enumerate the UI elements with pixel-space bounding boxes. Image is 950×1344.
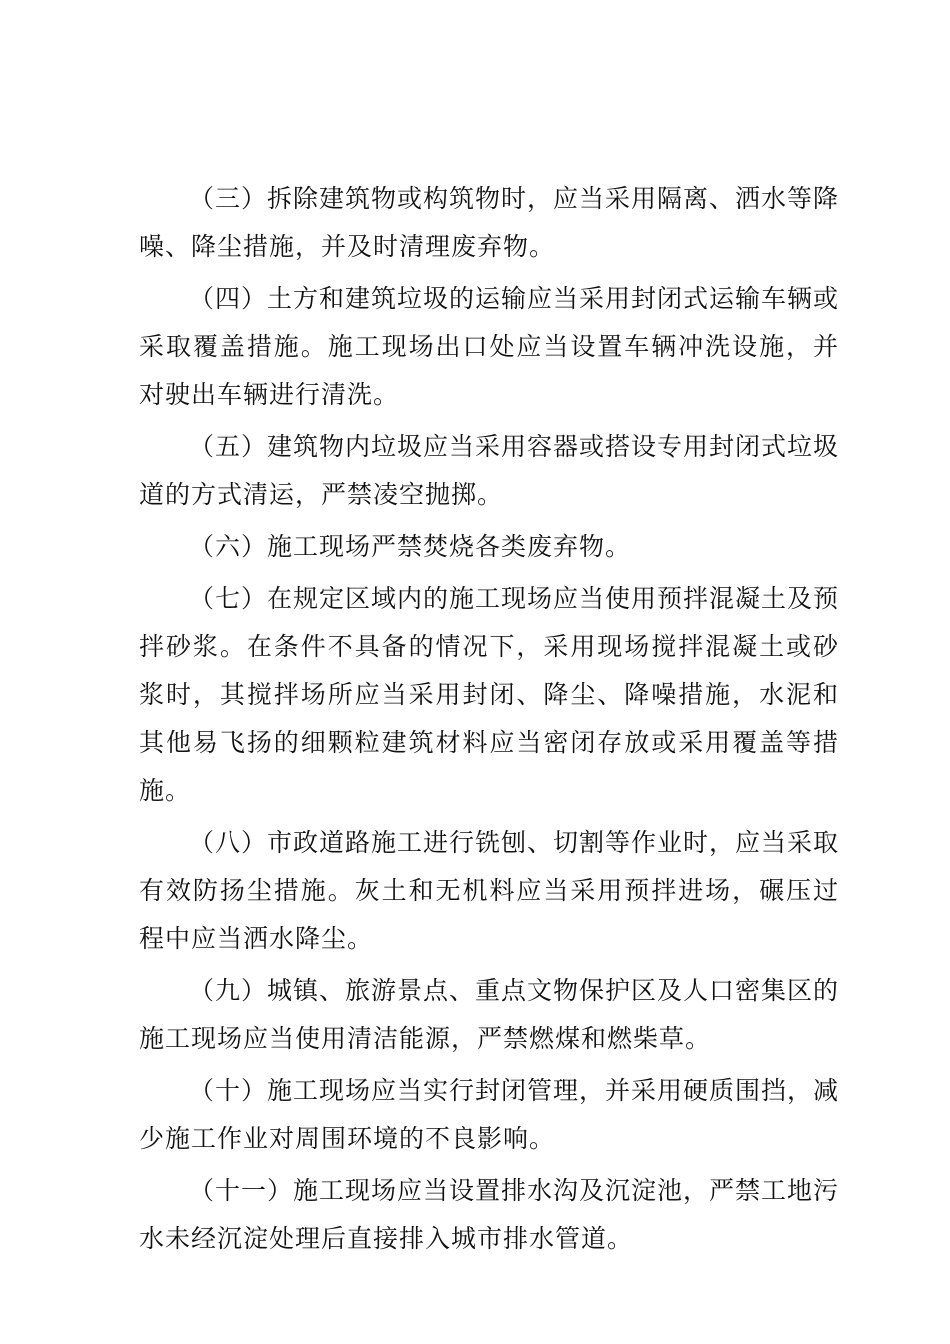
document-body (139, 175, 839, 1267)
paragraph-3: （三）拆除建筑物或构筑物时，应当采用隔离、洒水等降噪、降尘措施，并及时清理废弃物。 (139, 184, 840, 261)
paragraph-7: （七）在规定区域内的施工现场应当使用预拌混凝土及预拌砂浆。在条件不具备的情况下，采用现场搅拌混凝土或砂浆时，其搅拌场所应当采用封闭、降尘、降噪措施，水泥和其他易飞扬的细颗粒建筑材料应当密闭存放或采用覆盖等措施。 (139, 584, 840, 805)
paragraph-10: （十）施工现场应当实行封闭管理，并采用硬质围挡，减少施工作业对周围环境的不良影响。 (139, 1076, 840, 1153)
paragraph-6: （六）施工现场严禁焚烧各类废弃物。 (189, 532, 632, 561)
paragraph-5: （五）建筑物内垃圾应当采用容器或搭设专用封闭式垃圾道的方式清运，严禁凌空抛掷。 (139, 432, 840, 509)
paragraph-8: （八）市政道路施工进行铣刨、切割等作业时，应当采取有效防扬尘措施。灰土和无机料应当采用预拌进场，碾压过程中应当洒水降尘。 (139, 828, 840, 953)
paragraph-9: （九）城镇、旅游景点、重点文物保护区及人口密集区的施工现场应当使用清洁能源，严禁燃煤和燃柴草。 (139, 976, 840, 1053)
paragraph-11: （十一）施工现场应当设置排水沟及沉淀池，严禁工地污水未经沉淀处理后直接排入城市排水管道。 (139, 1176, 840, 1253)
paragraph-4: （四）土方和建筑垃圾的运输应当采用封闭式运输车辆或采取覆盖措施。施工现场出口处应当设置车辆冲洗设施，并对驶出车辆进行清洗。 (139, 284, 840, 409)
